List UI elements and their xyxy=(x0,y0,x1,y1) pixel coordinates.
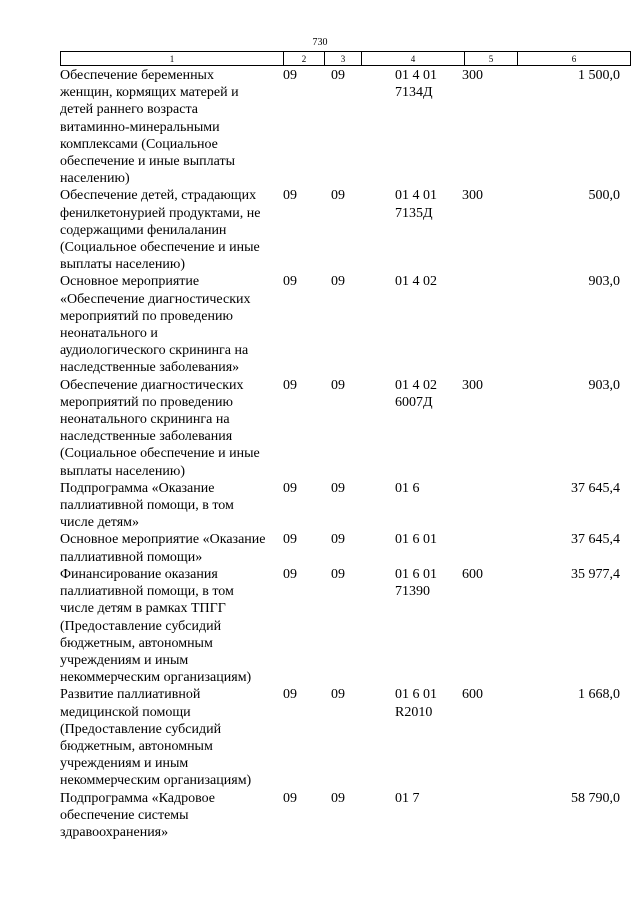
expense-type-code: 300 xyxy=(462,377,483,393)
amount: 903,0 xyxy=(588,274,620,290)
table-row xyxy=(60,377,624,480)
table-row xyxy=(60,273,624,376)
section-code: 09 xyxy=(283,68,297,83)
expense-type-code xyxy=(460,790,512,842)
target-article-code: 01 4 01 7134Д xyxy=(395,68,437,101)
amount: 37 645,4 xyxy=(571,480,620,496)
target-article-code: 01 4 02 6007Д xyxy=(395,377,437,410)
subsection-code: 09 xyxy=(331,274,345,290)
expense-type-code: 300 xyxy=(462,188,483,204)
item-name: Обеспечение детей, страдающих фенилкетонурией продуктами, не содержащими фенилаланин (Социальное обеспечение и иные выплаты населению) xyxy=(60,188,261,273)
column-header-table xyxy=(60,51,631,66)
table-row xyxy=(60,480,624,532)
amount: 1 500,0 xyxy=(578,68,620,83)
expense-type-code: 300 xyxy=(462,68,483,83)
item-name: Основное мероприятие «Оказание паллиативной помощи» xyxy=(60,532,266,565)
table-row xyxy=(60,566,624,686)
budget-table-body xyxy=(60,67,624,841)
table-row xyxy=(60,686,624,789)
item-name: Основное мероприятие «Обеспечение диагностических мероприятий по проведению неонатального и аудиологического скрининга на наследственные заболевания» xyxy=(60,274,251,376)
table-row xyxy=(60,531,624,565)
amount: 500,0 xyxy=(588,188,620,204)
subsection-code: 09 xyxy=(331,188,345,204)
expense-type-code xyxy=(460,480,512,532)
subsection-code: 09 xyxy=(331,790,345,806)
column-header-row xyxy=(61,52,631,66)
column-header-3: 3 xyxy=(325,52,362,66)
amount: 903,0 xyxy=(588,377,620,393)
column-header-2: 2 xyxy=(284,52,325,66)
table-row xyxy=(60,187,624,273)
target-article-code: 01 4 02 xyxy=(395,274,437,290)
amount: 37 645,4 xyxy=(571,532,620,548)
expense-type-code xyxy=(460,531,512,565)
target-article-code: 01 6 xyxy=(395,480,420,496)
target-article-code: 01 6 01 71390 xyxy=(395,566,437,600)
section-code: 09 xyxy=(283,790,297,806)
item-name: Финансирование оказания паллиативной помощи, в том числе детям в рамках ТПГГ (Предоставление субсидий бюджетным, автономным учреждениям и иным некоммерческим организациям) xyxy=(60,566,252,686)
target-article-code: 01 4 01 7135Д xyxy=(395,188,437,221)
column-header-1: 1 xyxy=(61,52,284,66)
item-name: Подпрограмма «Кадровое обеспечение системы здравоохранения» xyxy=(60,790,216,840)
item-name: Подпрограмма «Оказание паллиативной помощи, в том числе детям» xyxy=(60,480,234,531)
target-article-code: 01 6 01 R2010 xyxy=(395,687,437,720)
subsection-code: 09 xyxy=(331,377,345,393)
budget-table xyxy=(60,67,624,841)
section-code: 09 xyxy=(283,377,297,393)
item-name: Обеспечение диагностических мероприятий по проведению неонатального скрининга на наследственные заболевания (Социальное обеспечение и иные выплаты населению) xyxy=(60,377,260,479)
table-row xyxy=(60,67,624,187)
section-code: 09 xyxy=(283,532,297,548)
amount: 35 977,4 xyxy=(571,566,620,582)
amount: 1 668,0 xyxy=(578,687,620,703)
expense-type-code: 600 xyxy=(462,687,483,703)
section-code: 09 xyxy=(283,687,297,703)
subsection-code: 09 xyxy=(331,68,345,83)
subsection-code: 09 xyxy=(331,566,345,582)
page-number: 730 xyxy=(312,37,328,48)
target-article-code: 01 6 01 xyxy=(395,532,437,548)
item-name: Обеспечение беременных женщин, кормящих матерей и детей раннего возраста витаминно-минеральными комплексами (Социальное обеспечение и иные выплаты населению) xyxy=(60,68,239,187)
subsection-code: 09 xyxy=(331,687,345,703)
amount: 58 790,0 xyxy=(571,790,620,806)
section-code: 09 xyxy=(283,480,297,496)
item-name: Развитие паллиативной медицинской помощи (Предоставление субсидий бюджетным, автономным учреждениям и иным некоммерческим организациям) xyxy=(60,687,252,789)
table-row xyxy=(60,790,624,842)
section-code: 09 xyxy=(283,188,297,204)
subsection-code: 09 xyxy=(331,480,345,496)
target-article-code: 01 7 xyxy=(395,790,420,806)
section-code: 09 xyxy=(283,566,297,582)
column-header-6: 6 xyxy=(518,52,631,66)
expense-type-code: 600 xyxy=(462,566,483,582)
subsection-code: 09 xyxy=(331,532,345,548)
column-header-4: 4 xyxy=(362,52,465,66)
column-header-5: 5 xyxy=(465,52,518,66)
section-code: 09 xyxy=(283,274,297,290)
expense-type-code xyxy=(460,273,512,376)
